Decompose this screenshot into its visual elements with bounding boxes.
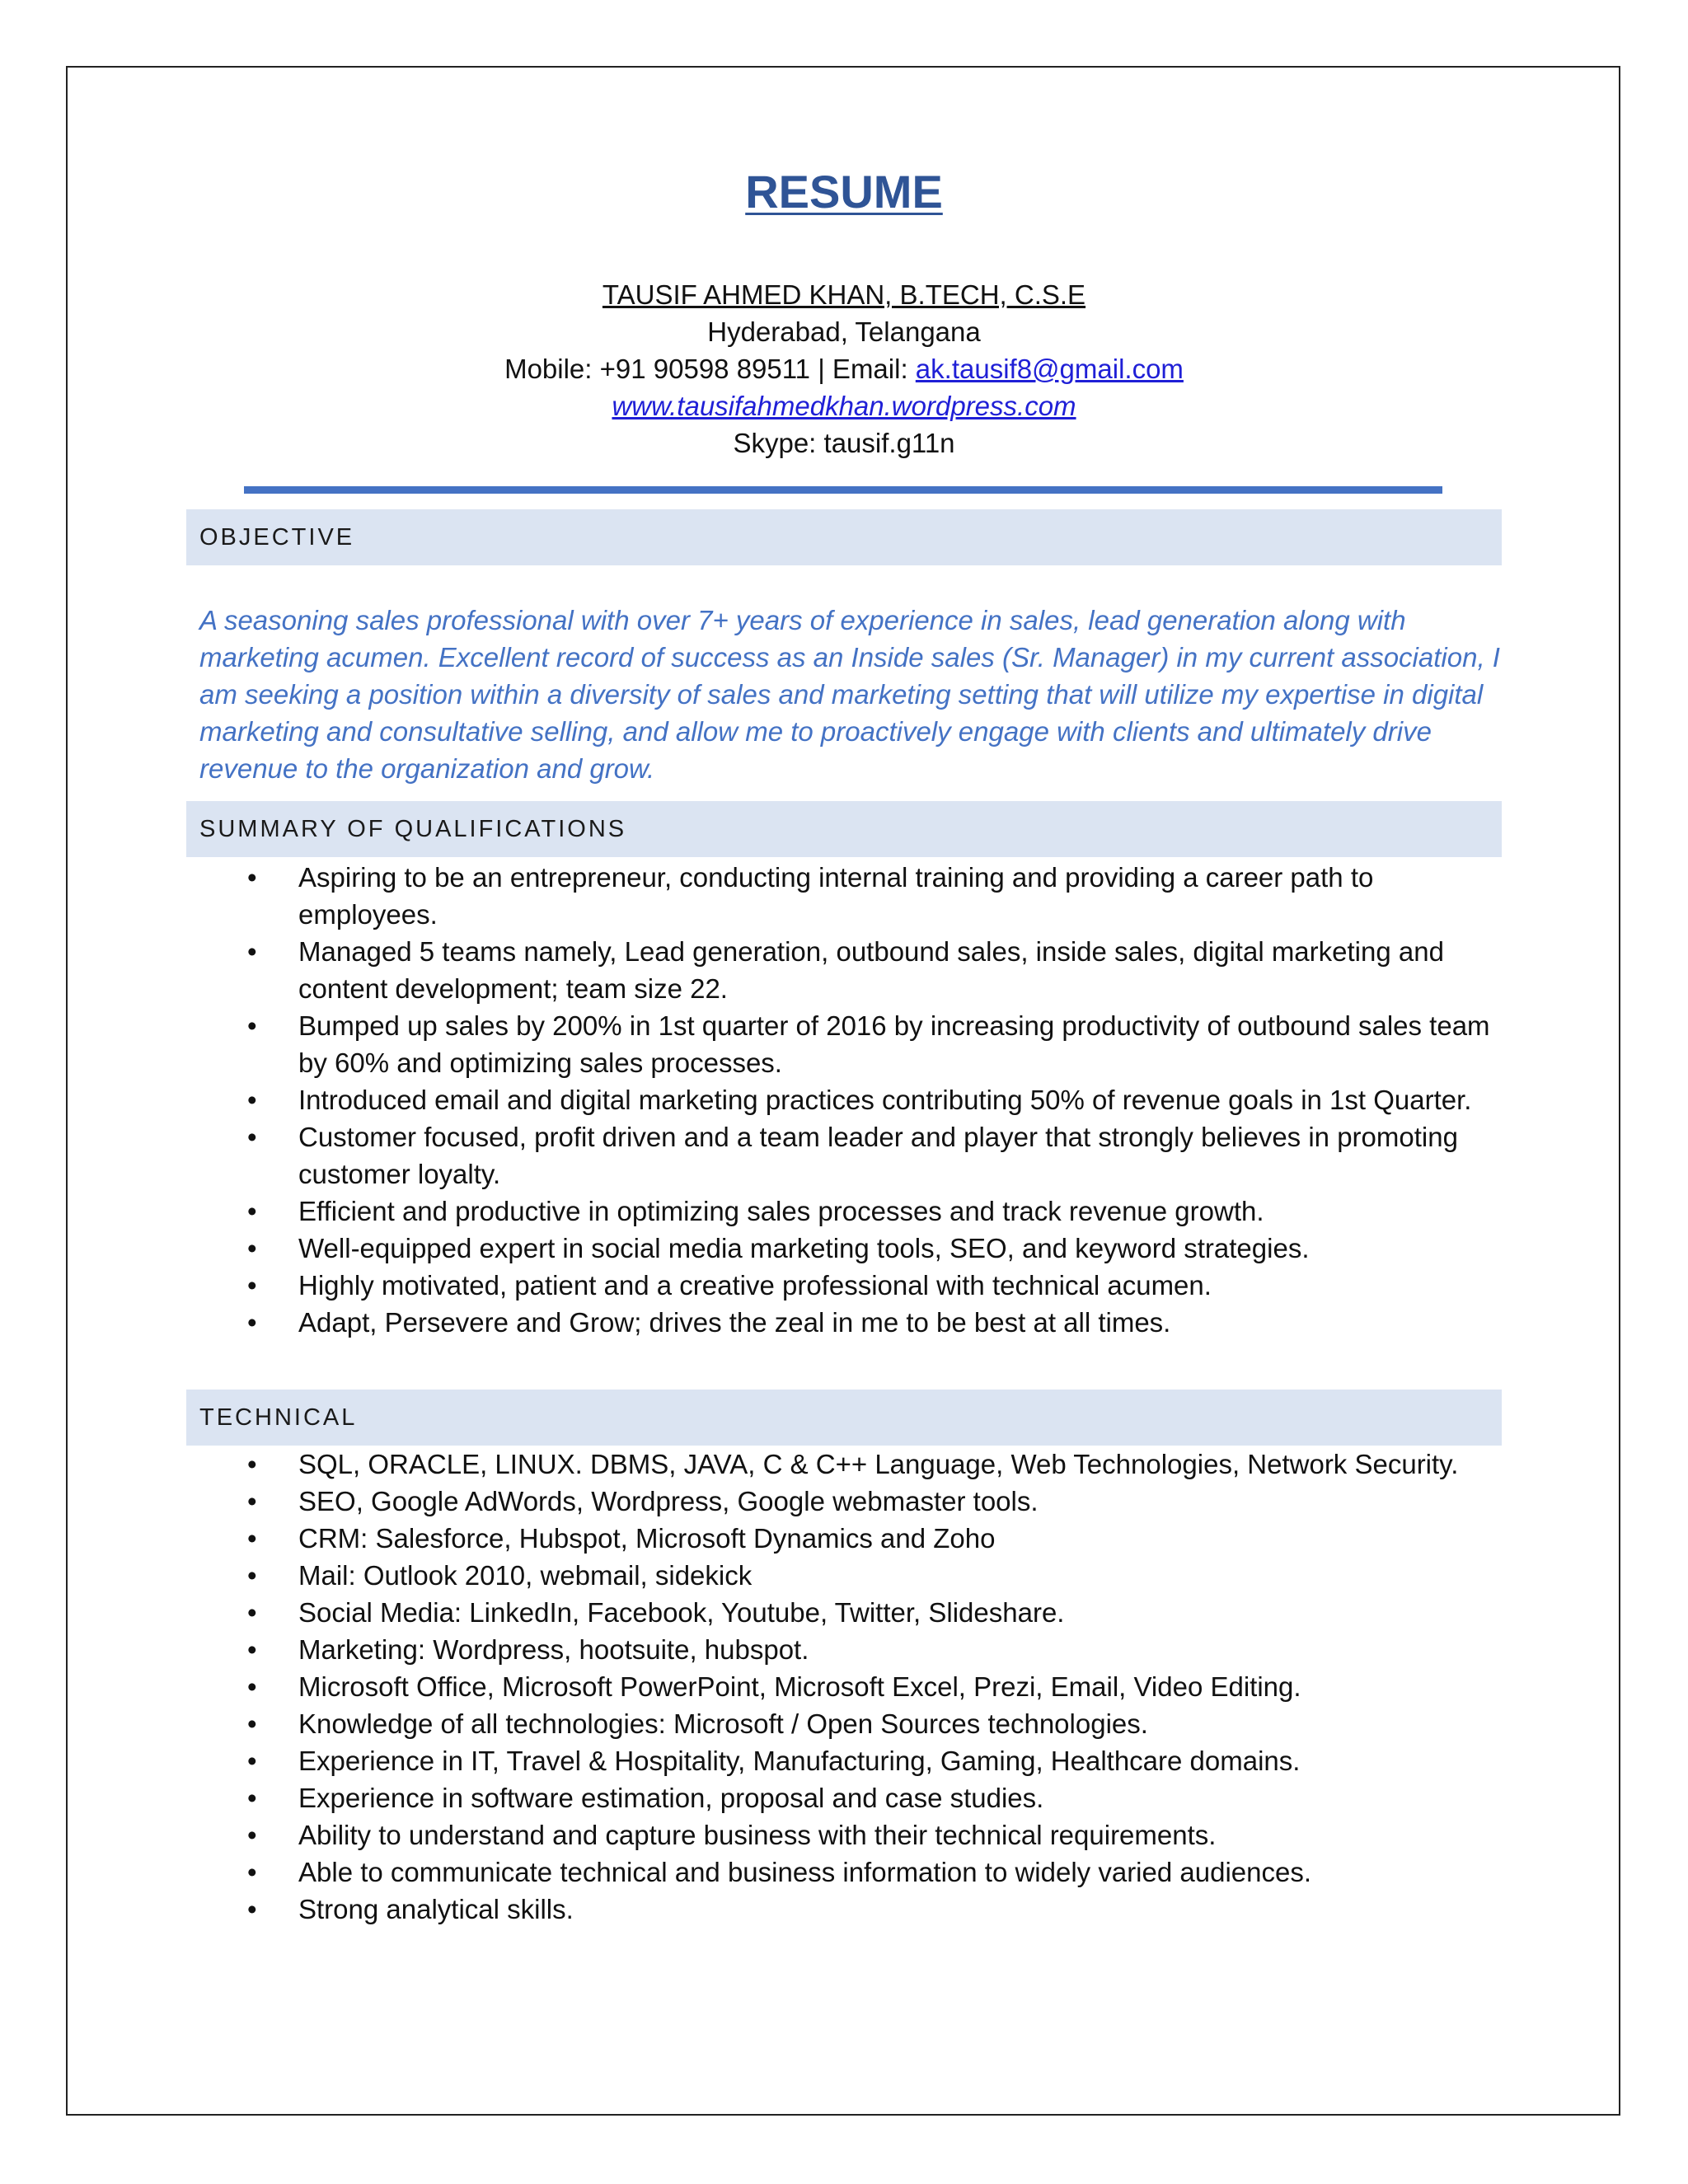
list-item: • Knowledge of all technologies: Microsoft / Open Sources technologies.	[247, 1705, 1508, 1742]
list-item: • Adapt, Persevere and Grow; drives the zeal in me to be best at all times.	[247, 1304, 1508, 1341]
objective-heading: OBJECTIVE	[186, 509, 1502, 565]
email-link[interactable]: ak.tausif8@gmail.com	[915, 354, 1184, 384]
skype-id: Skype: tausif.g11n	[733, 428, 955, 458]
list-item: • Marketing: Wordpress, hootsuite, hubspot.	[247, 1631, 1508, 1668]
list-item: • CRM: Salesforce, Hubspot, Microsoft Dynamics and Zoho	[247, 1520, 1508, 1557]
list-item: • Customer focused, profit driven and a team leader and player that strongly believes in promoting customer loyalty.	[247, 1118, 1508, 1193]
list-item: • Aspiring to be an entrepreneur, conducting internal training and providing a career path to employees.	[247, 859, 1508, 933]
phone-email-line	[0, 350, 1688, 387]
list-item: • Experience in software estimation, proposal and case studies.	[247, 1779, 1508, 1816]
list-item: • Able to communicate technical and business information to widely varied audiences.	[247, 1854, 1508, 1891]
objective-text: A seasoning sales professional with over 7+ years of experience in sales, lead generation along with marketing acumen. Excellent record of success as an Inside sales (Sr. Manager) in my current association, I am seeking a position within a diversity of sales and marketing setting that will utilize my expertise in digital marketing and consultative selling, and allow me to proactively engage with clients and ultimately drive revenue to the organization and grow.	[199, 605, 1500, 784]
list-item: • SQL, ORACLE, LINUX. DBMS, JAVA, C & C++ Language, Web Technologies, Network Security.	[247, 1446, 1508, 1483]
qualifications-list	[247, 859, 1508, 1341]
list-item: • Strong analytical skills.	[247, 1891, 1508, 1928]
list-item: • Experience in IT, Travel & Hospitality, Manufacturing, Gaming, Healthcare domains.	[247, 1742, 1508, 1779]
contact-block	[0, 276, 1688, 462]
website-link[interactable]: www.tausifahmedkhan.wordpress.com	[612, 391, 1076, 421]
list-item: • Well-equipped expert in social media marketing tools, SEO, and keyword strategies.	[247, 1230, 1508, 1267]
qualifications-heading: SUMMARY OF QUALIFICATIONS	[186, 801, 1502, 857]
list-item: • SEO, Google AdWords, Wordpress, Google webmaster tools.	[247, 1483, 1508, 1520]
list-item: • Managed 5 teams namely, Lead generation, outbound sales, inside sales, digital marketing and content development; team size 22.	[247, 933, 1508, 1007]
candidate-name: TAUSIF AHMED KHAN, B.TECH, C.S.E	[602, 279, 1086, 310]
header-divider	[244, 486, 1442, 494]
list-item: • Bumped up sales by 200% in 1st quarter of 2016 by increasing productivity of outbound sales team by 60% and optimizing sales processes.	[247, 1007, 1508, 1081]
mobile-label: Mobile: +91 90598 89511 | Email:	[504, 354, 916, 384]
list-item: • Efficient and productive in optimizing sales processes and track revenue growth.	[247, 1193, 1508, 1230]
list-item: • Ability to understand and capture business with their technical requirements.	[247, 1816, 1508, 1854]
technical-heading: TECHNICAL	[186, 1390, 1502, 1446]
list-item: • Introduced email and digital marketing practices contributing 50% of revenue goals in 1st Quarter.	[247, 1081, 1508, 1118]
list-item: • Highly motivated, patient and a creative professional with technical acumen.	[247, 1267, 1508, 1304]
technical-list	[247, 1446, 1508, 1928]
candidate-location: Hyderabad, Telangana	[707, 316, 981, 347]
document-title: RESUME	[745, 166, 943, 218]
list-item: • Mail: Outlook 2010, webmail, sidekick	[247, 1557, 1508, 1594]
list-item: • Microsoft Office, Microsoft PowerPoint, Microsoft Excel, Prezi, Email, Video Editing.	[247, 1668, 1508, 1705]
list-item: • Social Media: LinkedIn, Facebook, Youtube, Twitter, Slideshare.	[247, 1594, 1508, 1631]
